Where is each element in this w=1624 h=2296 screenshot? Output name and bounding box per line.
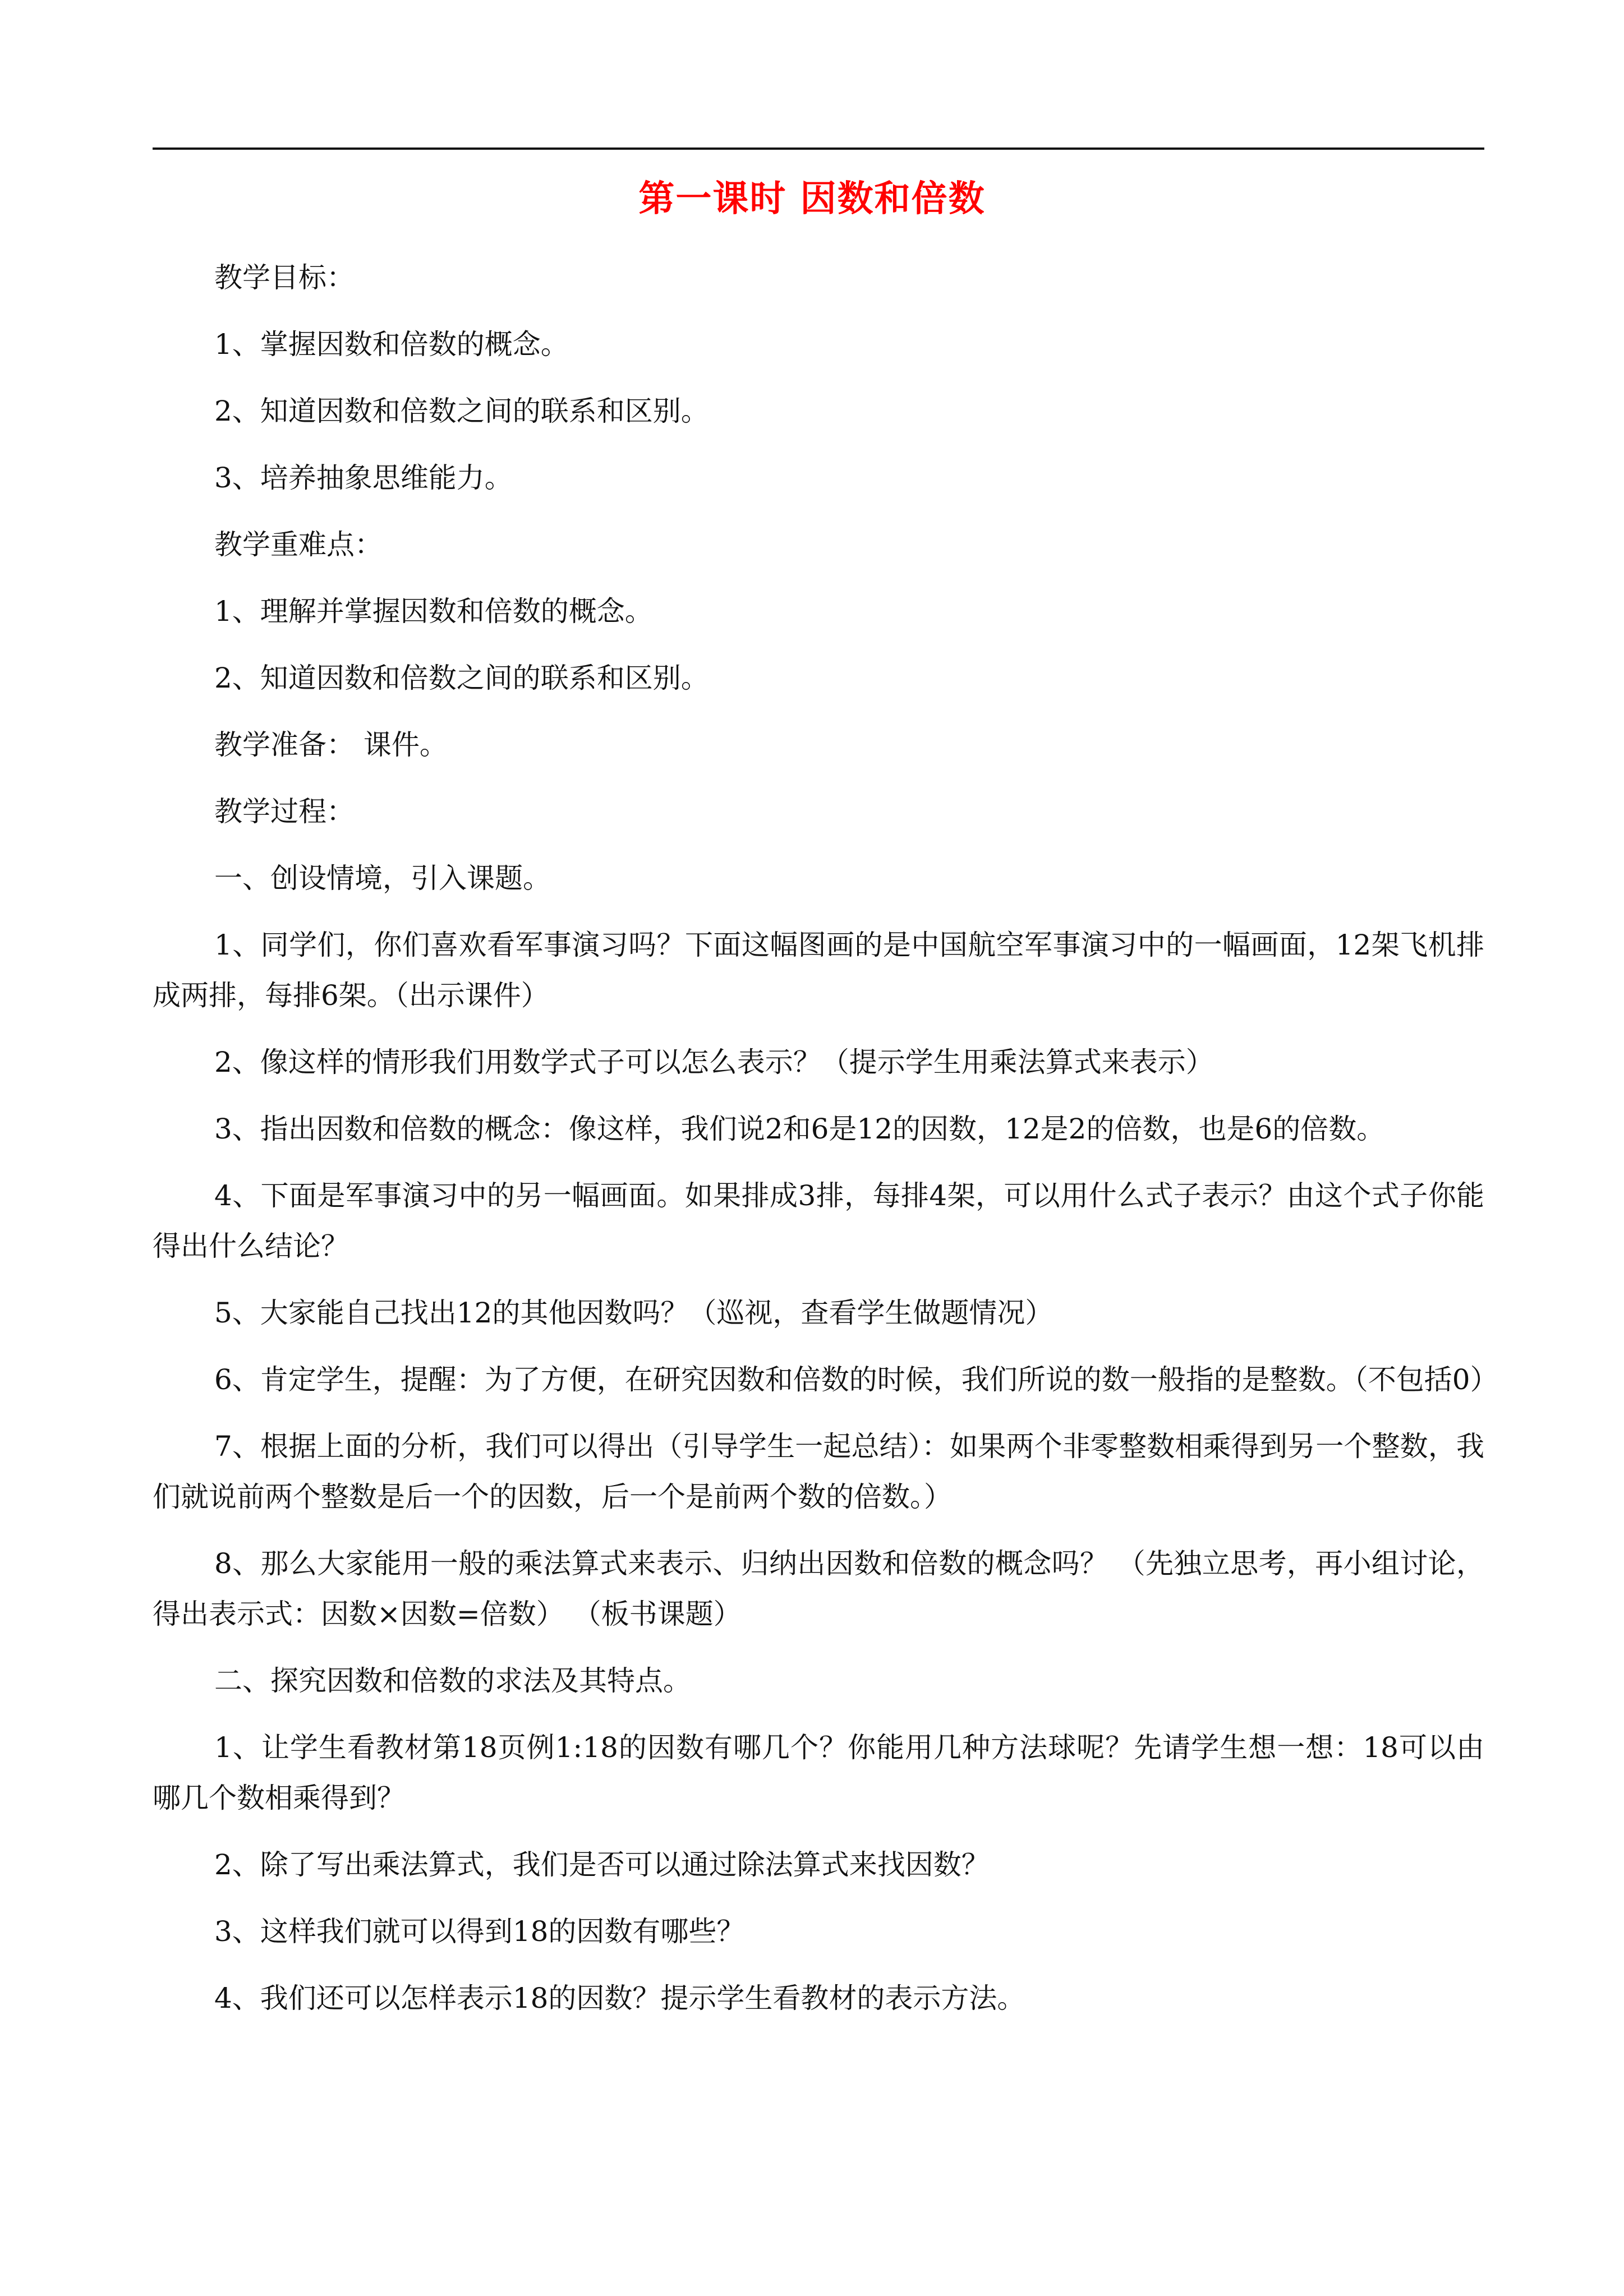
paragraph: 3、指出因数和倍数的概念：像这样，我们说2和6是12的因数，12是2的倍数，也是6的倍数。 bbox=[214, 1113, 1385, 1145]
paragraph: 一、创设情境，引入课题。 bbox=[214, 862, 551, 895]
paragraph: 7、根据上面的分析，我们可以得出（引导学生一起总结）：如果两个非零整数相乘得到另一个整数，我们就说前两个整数是后一个的因数，后一个是前两个数的倍数。） bbox=[153, 1430, 1484, 1513]
paragraph: 教学过程： bbox=[214, 795, 355, 828]
paragraph: 4、下面是军事演习中的另一幅画面。如果排成3排，每排4架，可以用什么式子表示？由这个式子你能得出什么结论？ bbox=[153, 1179, 1484, 1262]
paragraph: 1、让学生看教材第18页例1:18的因数有哪几个？你能用几种方法球呢？先请学生想一想：18可以由哪几个数相乘得到？ bbox=[153, 1731, 1484, 1814]
paragraph: 1、理解并掌握因数和倍数的概念。 bbox=[214, 595, 653, 628]
paragraph: 1、掌握因数和倍数的概念。 bbox=[214, 328, 569, 361]
paragraph: 3、培养抽象思维能力。 bbox=[214, 462, 513, 494]
header-rule bbox=[153, 147, 1484, 150]
paragraph: 2、像这样的情形我们用数学式子可以怎么表示？（提示学生用乘法算式来表示） bbox=[214, 1046, 1214, 1078]
page-title: 第一课时 因数和倍数 bbox=[638, 178, 986, 220]
paragraph: 8、那么大家能用一般的乘法算式来表示、归纳出因数和倍数的概念吗？ （先独立思考，再小组讨论，得出表示式：因数×因数=倍数） （板书课题） bbox=[153, 1547, 1484, 1630]
paragraph: 6、肯定学生，提醒：为了方便，在研究因数和倍数的时候，我们所说的数一般指的是整数。（不包括0） bbox=[214, 1363, 1498, 1396]
paragraph: 2、知道因数和倍数之间的联系和区别。 bbox=[214, 662, 709, 694]
paragraph: 二、探究因数和倍数的求法及其特点。 bbox=[214, 1665, 691, 1697]
paragraph: 4、我们还可以怎样表示18的因数？提示学生看教材的表示方法。 bbox=[214, 1982, 1025, 2014]
lesson-body bbox=[153, 252, 1498, 2040]
paragraph: 5、大家能自己找出12的其他因数吗？（巡视，查看学生做题情况） bbox=[214, 1297, 1053, 1329]
paragraph: 教学重难点： bbox=[214, 528, 383, 561]
paragraph: 教学准备： 课件。 bbox=[214, 729, 448, 761]
paragraph: 1、同学们，你们喜欢看军事演习吗？下面这幅图画的是中国航空军事演习中的一幅画面，12架飞机排成两排，每排6架。（出示课件） bbox=[153, 929, 1484, 1012]
paragraph: 3、这样我们就可以得到18的因数有哪些？ bbox=[214, 1915, 745, 1948]
paragraph: 教学目标： bbox=[214, 261, 355, 294]
paragraph: 2、除了写出乘法算式，我们是否可以通过除法算式来找因数？ bbox=[214, 1848, 990, 1881]
paragraph: 2、知道因数和倍数之间的联系和区别。 bbox=[214, 395, 709, 427]
